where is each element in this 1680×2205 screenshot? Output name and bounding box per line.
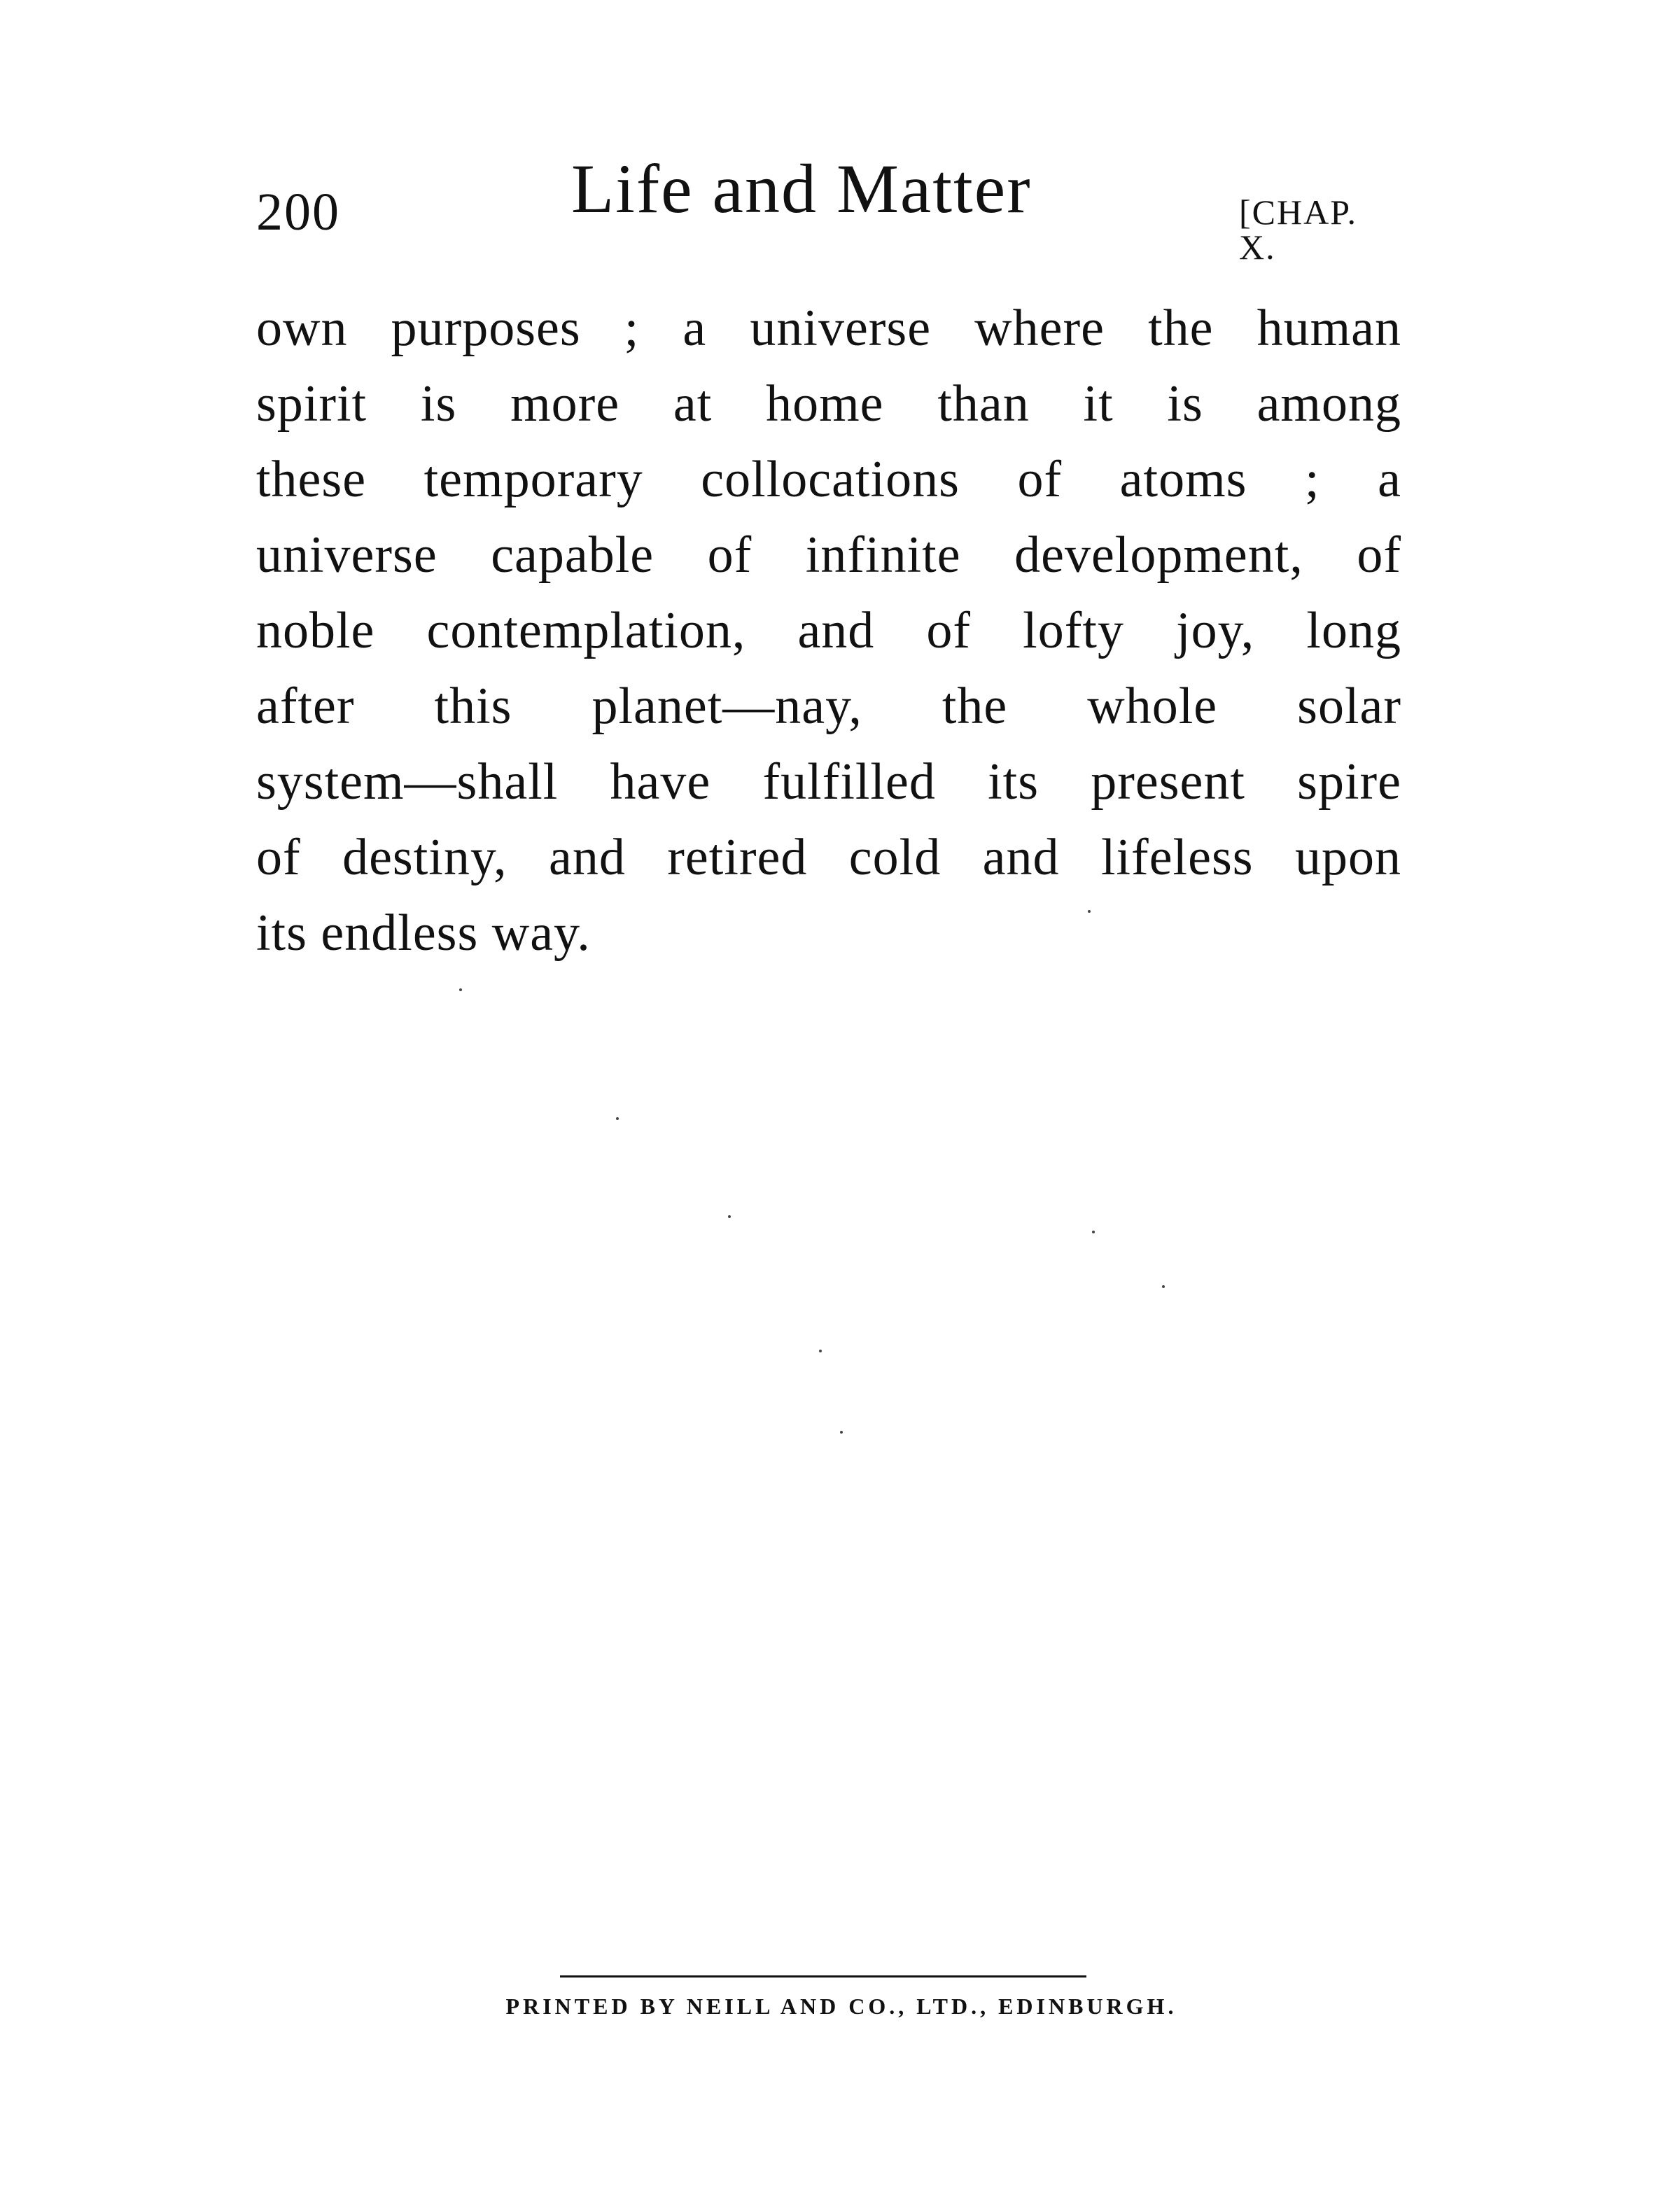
scan-speck — [459, 988, 462, 991]
scan-speck — [728, 1215, 731, 1218]
scan-speck — [1162, 1285, 1165, 1288]
text-line: noble contemplation, and of lofty joy, long — [256, 602, 1401, 659]
chapter-reference: [CHAP. X. — [1239, 192, 1357, 267]
scan-speck — [616, 1117, 619, 1120]
text-line: its endless way. — [256, 904, 591, 962]
text-line: system—shall have fulfilled its present spire — [256, 753, 1401, 811]
text-line: spirit is more at home than it is among — [256, 375, 1401, 433]
footer-rule — [560, 1975, 1086, 1977]
running-head — [256, 147, 1404, 267]
body-text — [256, 290, 1401, 971]
printer-colophon: PRINTED BY NEILL AND CO., LTD., EDINBURGH. — [505, 1994, 1177, 2019]
text-line: own purposes ; a universe where the human — [256, 300, 1401, 357]
text-line: these temporary collocations of atoms ; a — [256, 451, 1401, 508]
text-line: of destiny, and retired cold and lifeless upon — [256, 829, 1401, 886]
text-line: after this planet—nay, the whole solar — [256, 678, 1401, 735]
page-number: 200 — [256, 183, 340, 241]
scan-speck — [819, 1350, 822, 1352]
scan-speck — [1088, 910, 1091, 913]
scan-speck — [840, 1431, 843, 1434]
scan-speck — [1092, 1231, 1095, 1233]
running-title: Life and Matter — [571, 150, 1032, 227]
text-line: universe capable of infinite development, of — [256, 526, 1401, 584]
